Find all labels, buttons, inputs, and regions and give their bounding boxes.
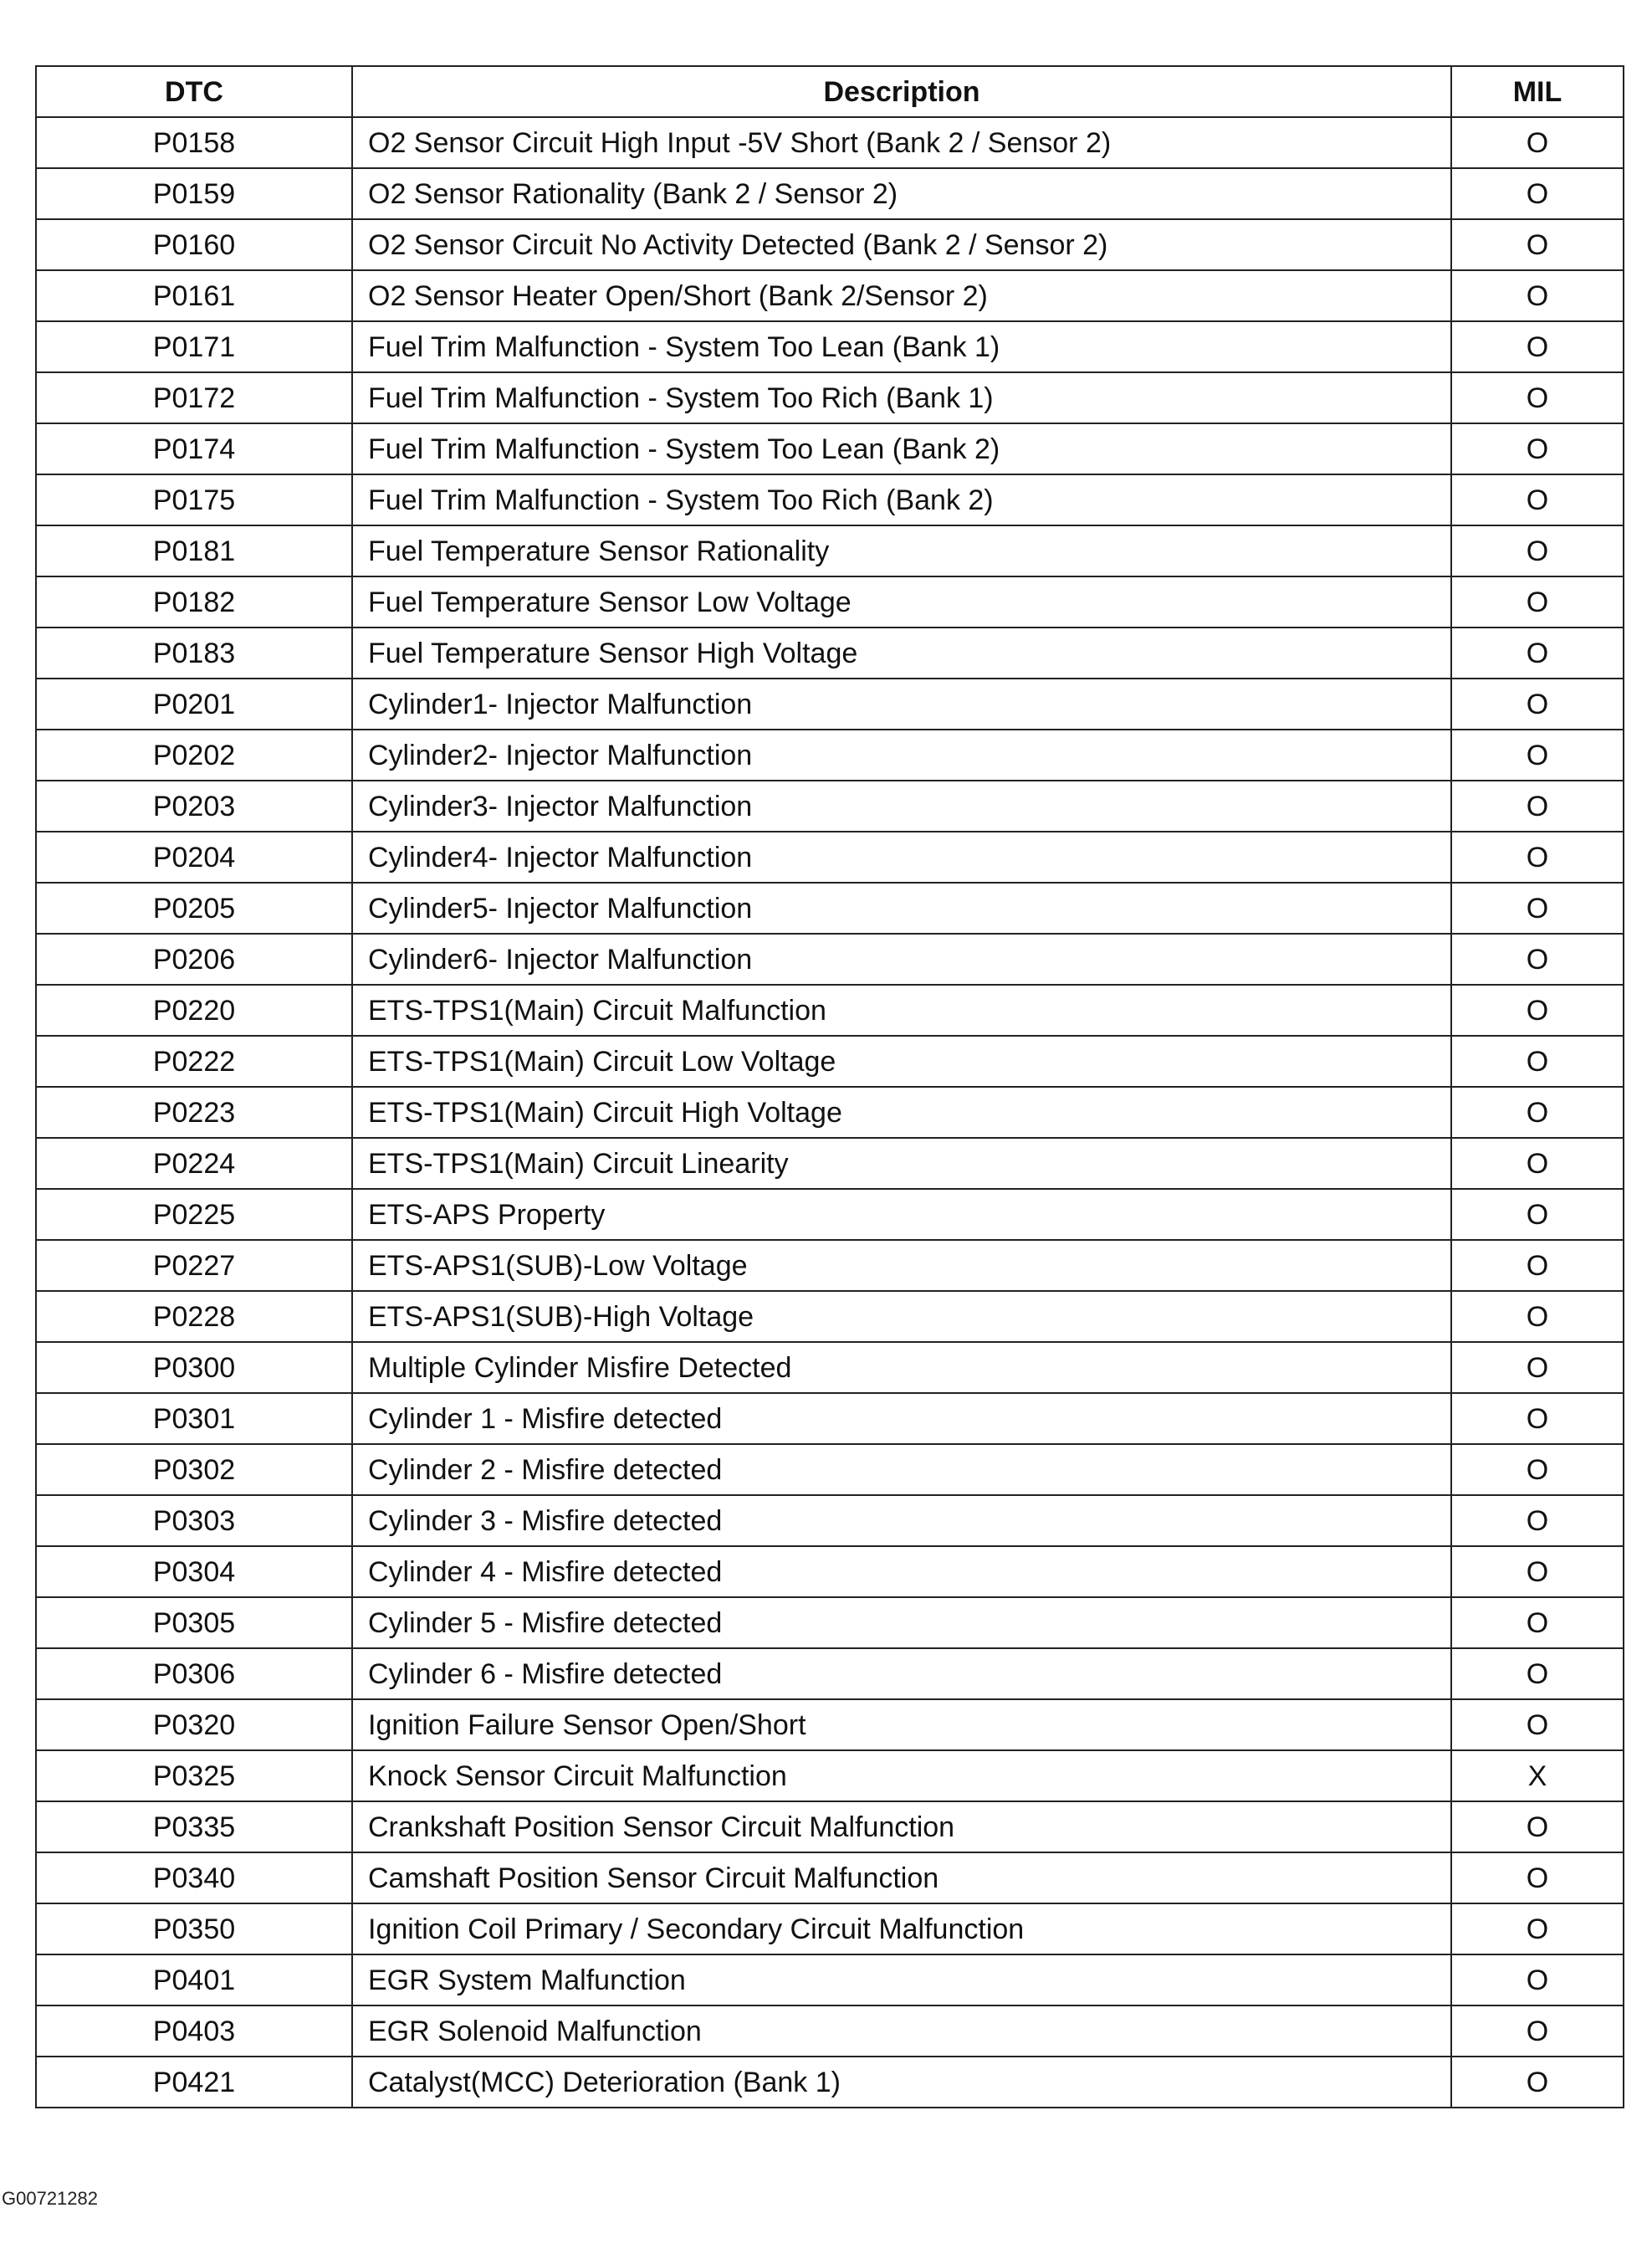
mil-status-cell: O [1451,1138,1624,1189]
description-cell: Catalyst(MCC) Deterioration (Bank 1) [352,2057,1451,2108]
mil-status-cell: O [1451,2005,1624,2057]
description-cell: Camshaft Position Sensor Circuit Malfunction [352,1852,1451,1903]
mil-status-cell: O [1451,1648,1624,1699]
dtc-code-cell: P0305 [36,1597,352,1648]
description-column-header: Description [352,66,1451,117]
description-cell: ETS-APS1(SUB)-High Voltage [352,1291,1451,1342]
dtc-code-cell: P0160 [36,219,352,270]
description-cell: Fuel Temperature Sensor Low Voltage [352,576,1451,628]
table-row [36,883,1624,934]
table-row [36,1852,1624,1903]
mil-status-cell: O [1451,576,1624,628]
dtc-code-cell: P0421 [36,2057,352,2108]
dtc-column-header: DTC [36,66,352,117]
table-row [36,1648,1624,1699]
description-cell: Cylinder5- Injector Malfunction [352,883,1451,934]
description-cell: Fuel Temperature Sensor Rationality [352,525,1451,576]
mil-status-cell: O [1451,934,1624,985]
dtc-code-cell: P0183 [36,628,352,679]
mil-status-cell: O [1451,117,1624,168]
mil-status-cell: O [1451,270,1624,321]
table-row [36,1444,1624,1495]
dtc-code-cell: P0227 [36,1240,352,1291]
description-cell: Cylinder1- Injector Malfunction [352,679,1451,730]
table-row [36,1393,1624,1444]
description-cell: Cylinder 1 - Misfire detected [352,1393,1451,1444]
dtc-code-cell: P0181 [36,525,352,576]
table-header-row [36,66,1624,117]
dtc-code-cell: P0203 [36,781,352,832]
mil-status-cell: X [1451,1750,1624,1801]
description-cell: Cylinder 5 - Misfire detected [352,1597,1451,1648]
mil-status-cell: O [1451,1954,1624,2005]
dtc-code-cell: P0172 [36,372,352,423]
description-cell: Cylinder 4 - Misfire detected [352,1546,1451,1597]
mil-status-cell: O [1451,1240,1624,1291]
table-row [36,1750,1624,1801]
mil-status-cell: O [1451,423,1624,474]
mil-status-cell: O [1451,1546,1624,1597]
table-row [36,1138,1624,1189]
description-cell: Cylinder 2 - Misfire detected [352,1444,1451,1495]
description-cell: ETS-TPS1(Main) Circuit Malfunction [352,985,1451,1036]
mil-status-cell: O [1451,1852,1624,1903]
description-cell: ETS-TPS1(Main) Circuit Linearity [352,1138,1451,1189]
description-cell: Cylinder3- Injector Malfunction [352,781,1451,832]
dtc-code-cell: P0340 [36,1852,352,1903]
table-body [36,117,1624,2108]
dtc-code-cell: P0174 [36,423,352,474]
dtc-code-cell: P0301 [36,1393,352,1444]
table-row [36,2057,1624,2108]
table-row [36,168,1624,219]
description-cell: ETS-TPS1(Main) Circuit High Voltage [352,1087,1451,1138]
mil-status-cell: O [1451,1087,1624,1138]
dtc-code-cell: P0204 [36,832,352,883]
mil-column-header: MIL [1451,66,1624,117]
table-row [36,117,1624,168]
table-row [36,781,1624,832]
table-row [36,1546,1624,1597]
description-cell: Crankshaft Position Sensor Circuit Malfunction [352,1801,1451,1852]
description-cell: O2 Sensor Circuit No Activity Detected (Bank 2 / Sensor 2) [352,219,1451,270]
table-row [36,321,1624,372]
table-row [36,576,1624,628]
mil-status-cell: O [1451,1342,1624,1393]
description-cell: Ignition Coil Primary / Secondary Circuit Malfunction [352,1903,1451,1954]
dtc-code-cell: P0224 [36,1138,352,1189]
mil-status-cell: O [1451,628,1624,679]
description-cell: Cylinder 6 - Misfire detected [352,1648,1451,1699]
table-row [36,1342,1624,1393]
table-row [36,1087,1624,1138]
dtc-code-cell: P0205 [36,883,352,934]
description-cell: Fuel Trim Malfunction - System Too Lean (Bank 1) [352,321,1451,372]
description-cell: Cylinder 3 - Misfire detected [352,1495,1451,1546]
dtc-code-cell: P0225 [36,1189,352,1240]
dtc-code-cell: P0403 [36,2005,352,2057]
dtc-code-cell: P0303 [36,1495,352,1546]
table-row [36,730,1624,781]
dtc-code-cell: P0350 [36,1903,352,1954]
dtc-code-cell: P0302 [36,1444,352,1495]
description-cell: ETS-APS1(SUB)-Low Voltage [352,1240,1451,1291]
mil-status-cell: O [1451,525,1624,576]
dtc-code-cell: P0304 [36,1546,352,1597]
mil-status-cell: O [1451,1903,1624,1954]
mil-status-cell: O [1451,321,1624,372]
description-cell: ETS-TPS1(Main) Circuit Low Voltage [352,1036,1451,1087]
dtc-code-cell: P0202 [36,730,352,781]
table-row [36,628,1624,679]
mil-status-cell: O [1451,883,1624,934]
mil-status-cell: O [1451,1036,1624,1087]
dtc-code-cell: P0206 [36,934,352,985]
dtc-code-cell: P0158 [36,117,352,168]
table-row [36,1801,1624,1852]
dtc-code-cell: P0300 [36,1342,352,1393]
table-row [36,372,1624,423]
dtc-code-cell: P0325 [36,1750,352,1801]
dtc-code-cell: P0320 [36,1699,352,1750]
dtc-code-cell: P0335 [36,1801,352,1852]
description-cell: Fuel Trim Malfunction - System Too Lean (Bank 2) [352,423,1451,474]
mil-status-cell: O [1451,2057,1624,2108]
table-row [36,474,1624,525]
table-row [36,2005,1624,2057]
table-row [36,985,1624,1036]
dtc-code-cell: P0228 [36,1291,352,1342]
table-row [36,1954,1624,2005]
table-row [36,1597,1624,1648]
table-row [36,832,1624,883]
dtc-code-cell: P0401 [36,1954,352,2005]
dtc-table [35,65,1624,2108]
mil-status-cell: O [1451,219,1624,270]
mil-status-cell: O [1451,168,1624,219]
table-row [36,1036,1624,1087]
mil-status-cell: O [1451,730,1624,781]
mil-status-cell: O [1451,679,1624,730]
table-row [36,1903,1624,1954]
table-row [36,1495,1624,1546]
table-row [36,1240,1624,1291]
mil-status-cell: O [1451,372,1624,423]
dtc-code-cell: P0161 [36,270,352,321]
dtc-code-cell: P0201 [36,679,352,730]
description-cell: Multiple Cylinder Misfire Detected [352,1342,1451,1393]
mil-status-cell: O [1451,1495,1624,1546]
table-row [36,270,1624,321]
description-cell: Fuel Temperature Sensor High Voltage [352,628,1451,679]
mil-status-cell: O [1451,1444,1624,1495]
mil-status-cell: O [1451,1801,1624,1852]
mil-status-cell: O [1451,1189,1624,1240]
table-row [36,934,1624,985]
description-cell: Fuel Trim Malfunction - System Too Rich (Bank 2) [352,474,1451,525]
description-cell: O2 Sensor Circuit High Input -5V Short (Bank 2 / Sensor 2) [352,117,1451,168]
description-cell: ETS-APS Property [352,1189,1451,1240]
description-cell: Ignition Failure Sensor Open/Short [352,1699,1451,1750]
description-cell: Cylinder2- Injector Malfunction [352,730,1451,781]
table-row [36,1291,1624,1342]
mil-status-cell: O [1451,1393,1624,1444]
description-cell: EGR Solenoid Malfunction [352,2005,1451,2057]
table-row [36,1699,1624,1750]
table-row [36,679,1624,730]
dtc-code-cell: P0159 [36,168,352,219]
dtc-code-cell: P0222 [36,1036,352,1087]
description-cell: O2 Sensor Rationality (Bank 2 / Sensor 2) [352,168,1451,219]
mil-status-cell: O [1451,832,1624,883]
dtc-code-cell: P0175 [36,474,352,525]
description-cell: O2 Sensor Heater Open/Short (Bank 2/Sensor 2) [352,270,1451,321]
mil-status-cell: O [1451,1291,1624,1342]
dtc-code-cell: P0223 [36,1087,352,1138]
mil-status-cell: O [1451,1699,1624,1750]
table-row [36,219,1624,270]
description-cell: Cylinder4- Injector Malfunction [352,832,1451,883]
description-cell: Cylinder6- Injector Malfunction [352,934,1451,985]
mil-status-cell: O [1451,1597,1624,1648]
description-cell: EGR System Malfunction [352,1954,1451,2005]
description-cell: Fuel Trim Malfunction - System Too Rich (Bank 1) [352,372,1451,423]
table-row [36,1189,1624,1240]
description-cell: Knock Sensor Circuit Malfunction [352,1750,1451,1801]
dtc-code-cell: P0306 [36,1648,352,1699]
mil-status-cell: O [1451,474,1624,525]
mil-status-cell: O [1451,781,1624,832]
mil-status-cell: O [1451,985,1624,1036]
figure-id: G00721282 [2,2188,98,2209]
table-row [36,423,1624,474]
dtc-code-cell: P0182 [36,576,352,628]
dtc-code-cell: P0171 [36,321,352,372]
dtc-code-cell: P0220 [36,985,352,1036]
table-row [36,525,1624,576]
